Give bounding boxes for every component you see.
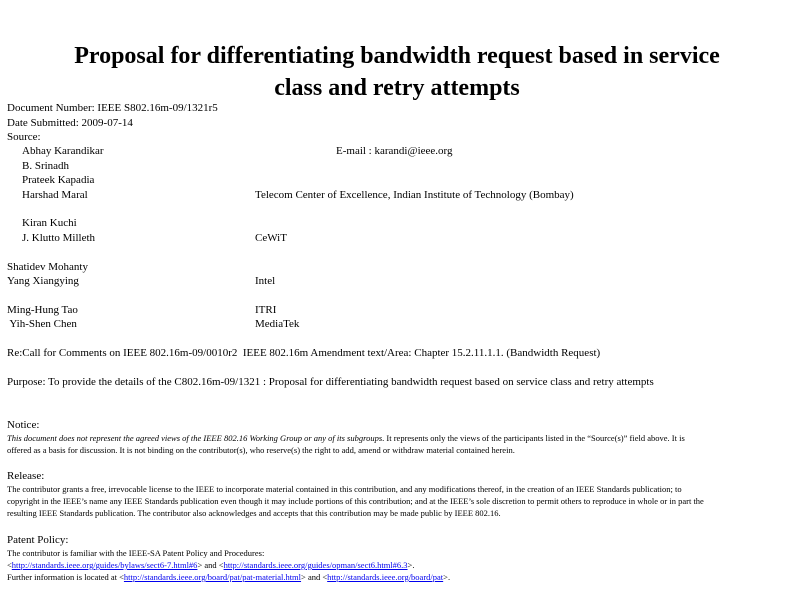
bylaws-link[interactable]: http://standards.ieee.org/guides/bylaws/sect6-7.html#6 bbox=[11, 560, 198, 570]
affiliation-iit: Telecom Center of Excellence, Indian Institute of Technology (Bombay) bbox=[255, 189, 574, 201]
author-mohanty: Shatidev Mohanty bbox=[7, 261, 88, 273]
patent-policy-label: Patent Policy: bbox=[7, 534, 69, 546]
patent-policy-line: The contributor is familiar with the IEEE-SA Patent Policy and Procedures: bbox=[7, 548, 265, 558]
re-line: Re:Call for Comments on IEEE 802.16m-09/0010r2 IEEE 802.16m Amendment text/Area: Chapter 15.2.11.1.1. (Bandwidth Request) bbox=[7, 347, 601, 359]
end-1: >. bbox=[407, 560, 415, 570]
further-text: Further information is located at < bbox=[7, 572, 124, 582]
date-submitted: Date Submitted: 2009-07-14 bbox=[7, 117, 133, 129]
and-2: > and < bbox=[301, 572, 328, 582]
notice-rest-text: . It represents only the views of the participants listed in the “Source(s)” field above. It is offered as a basis for discussion. It is not binding on the contributor(s), who reserve(s) the right to add, amend or withdraw material contained herein. bbox=[7, 433, 685, 455]
source-label: Source: bbox=[7, 131, 41, 143]
opman-link[interactable]: http://standards.ieee.org/guides/opman/sect6.html#6.3 bbox=[223, 560, 408, 570]
author-kuchi: Kiran Kuchi bbox=[22, 217, 77, 229]
author-email: E-mail : karandi@ieee.org bbox=[336, 145, 453, 157]
author-maral: Harshad Maral bbox=[22, 189, 88, 201]
affiliation-itri: ITRI bbox=[255, 304, 277, 316]
pat-board-link[interactable]: http://standards.ieee.org/board/pat bbox=[327, 572, 444, 582]
affiliation-cewit: CeWiT bbox=[255, 232, 287, 244]
document-number: Document Number: IEEE S802.16m-09/1321r5 bbox=[7, 102, 218, 114]
patent-links-line bbox=[7, 559, 414, 571]
release-label: Release: bbox=[7, 470, 45, 482]
purpose-text: Purpose: To provide the details of the C802.16m-09/1321 : Proposal for differentiating bandwidth request based on service class and retry attempts bbox=[7, 376, 654, 388]
notice-label: Notice: bbox=[7, 419, 40, 431]
end-2: >. bbox=[443, 572, 451, 582]
notice-italic-text: This document does not represent the agreed views of the IEEE 802.16 Working Group or any of its subgroups bbox=[7, 433, 383, 443]
page-title-line-1: Proposal for differentiating bandwidth request based in service bbox=[74, 43, 720, 69]
author-kapadia: Prateek Kapadia bbox=[22, 174, 95, 186]
pat-material-link[interactable]: http://standards.ieee.org/board/pat/pat-material.html bbox=[123, 572, 302, 582]
page-title-line-2: class and retry attempts bbox=[274, 75, 520, 101]
further-info-line bbox=[7, 571, 450, 583]
author-srinadh: B. Srinadh bbox=[22, 160, 70, 172]
affiliation-mediatek: MediaTek bbox=[255, 318, 300, 330]
author-karandikar: Abhay Karandikar bbox=[22, 145, 104, 157]
author-milleth: J. Klutto Milleth bbox=[22, 232, 96, 244]
author-chen: Yih-Shen Chen bbox=[7, 318, 77, 330]
author-tao: Ming-Hung Tao bbox=[7, 304, 78, 316]
notice-text bbox=[7, 432, 707, 456]
and-1: > and < bbox=[197, 560, 224, 570]
affiliation-intel: Intel bbox=[255, 275, 276, 287]
author-xiangying: Yang Xiangying bbox=[7, 275, 79, 287]
lt-1: < bbox=[7, 560, 12, 570]
release-text: The contributor grants a free, irrevocable license to the IEEE to incorporate material contained in this contribution, and any modifications thereof, in the creation of an IEEE Standards publication; to copyright in the IEEE’s name any IEEE Standards publication even though it may include portions of this contribution; and at the IEEE’s sole discretion to permit others to reproduce in whole or in part the resulting IEEE Standards publication. The contributor also acknowledges and accepts that this contribution may be made public by IEEE 802.16. bbox=[7, 484, 704, 518]
